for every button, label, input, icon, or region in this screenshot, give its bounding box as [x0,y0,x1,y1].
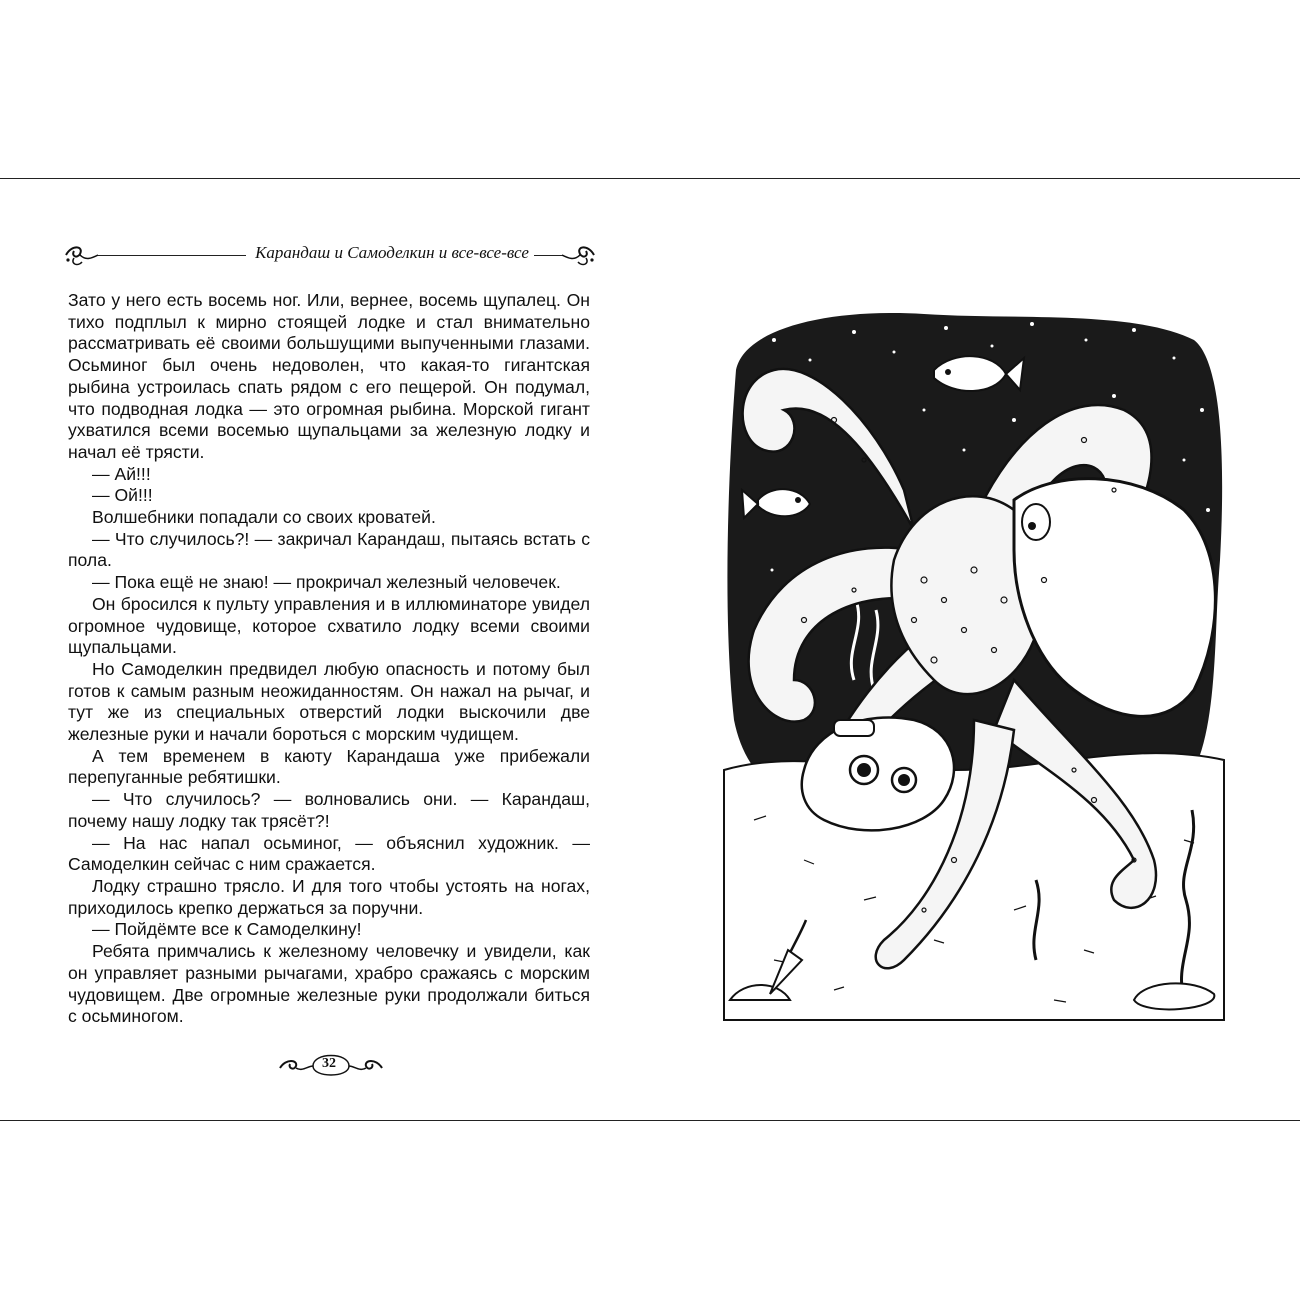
flourish-right-icon [562,242,596,268]
running-head [64,240,594,270]
page-top-edge [0,178,1300,179]
paragraph: Он бросился к пульту управления и в иллюминаторе увидел огромное чудовище, которое схватило лодку всеми своими щупальцами. [68,593,590,658]
paragraph: — Пойдёмте все к Самоделкину! [92,919,362,940]
paragraph: — Ай!!! [92,463,151,484]
paragraph: — На нас напал осьминог, — объяснил художник. — Самоделкин сейчас с ним сражается. [68,832,590,875]
octopus-submarine-illustration [714,300,1230,1030]
paragraph: — Что случилось?! — закричал Карандаш, пытаясь встать с пола. [68,528,590,571]
page-number-block [276,1046,386,1082]
paragraph: — Что случилось? — волновались они. — Карандаш, почему нашу лодку так трясёт?! [68,789,590,831]
paragraph: Волшебники попадали со своих кроватей. [92,507,436,528]
page-bottom-edge [0,1120,1300,1121]
running-head-rule-left [98,255,246,256]
page-number: 32 [322,1056,336,1071]
paragraph: Но Самоделкин предвидел любую опасность и потому был готов к самым разным неожиданностям. Он нажал на рычаг, и тут же из специальных отверстий лодки выскочили две железные руки и начали бороться с морским чудищем. [68,658,590,745]
paragraph: А тем временем в каюту Карандаша уже прибежали перепуганные ребятишки. [68,745,590,788]
flourish-left-icon [64,242,98,268]
paragraph: — Пока ещё не знаю! — прокричал железный человечек. [92,572,561,593]
paragraph: Зато у него есть восемь ног. Или, вернее, восемь щупалец. Он тихо подплыл к мирно стоящей лодке и стал внимательно рассматривать её своими большущими выпученными глазами. Осьминог был очень недоволен, что какая-то гигантская рыбина устроилась спать рядом с его пещерой. Он подумал, что подводная лодка — это огромная рыбина. Морской гигант ухватился всеми восемью щупальцами за железную лодку и начал её трясти. [68,290,590,462]
paragraph: — Ой!!! [92,485,153,506]
body-text [68,290,590,1028]
running-head-title: Карандаш и Самоделкин и все-все-все [255,243,529,262]
paragraph: Ребята примчались к железному человечку и увидели, как он управляет разными рычагами, храбро сражаясь с морским чудовищем. Две огромные железные руки продолжали биться с осьминогом. [68,941,590,1027]
running-head-rule-right [534,255,564,256]
paragraph: Лодку страшно трясло. И для того чтобы устоять на ногах, приходилось крепко держаться за поручни. [68,875,590,918]
octopus-eye-icon [1022,504,1050,540]
